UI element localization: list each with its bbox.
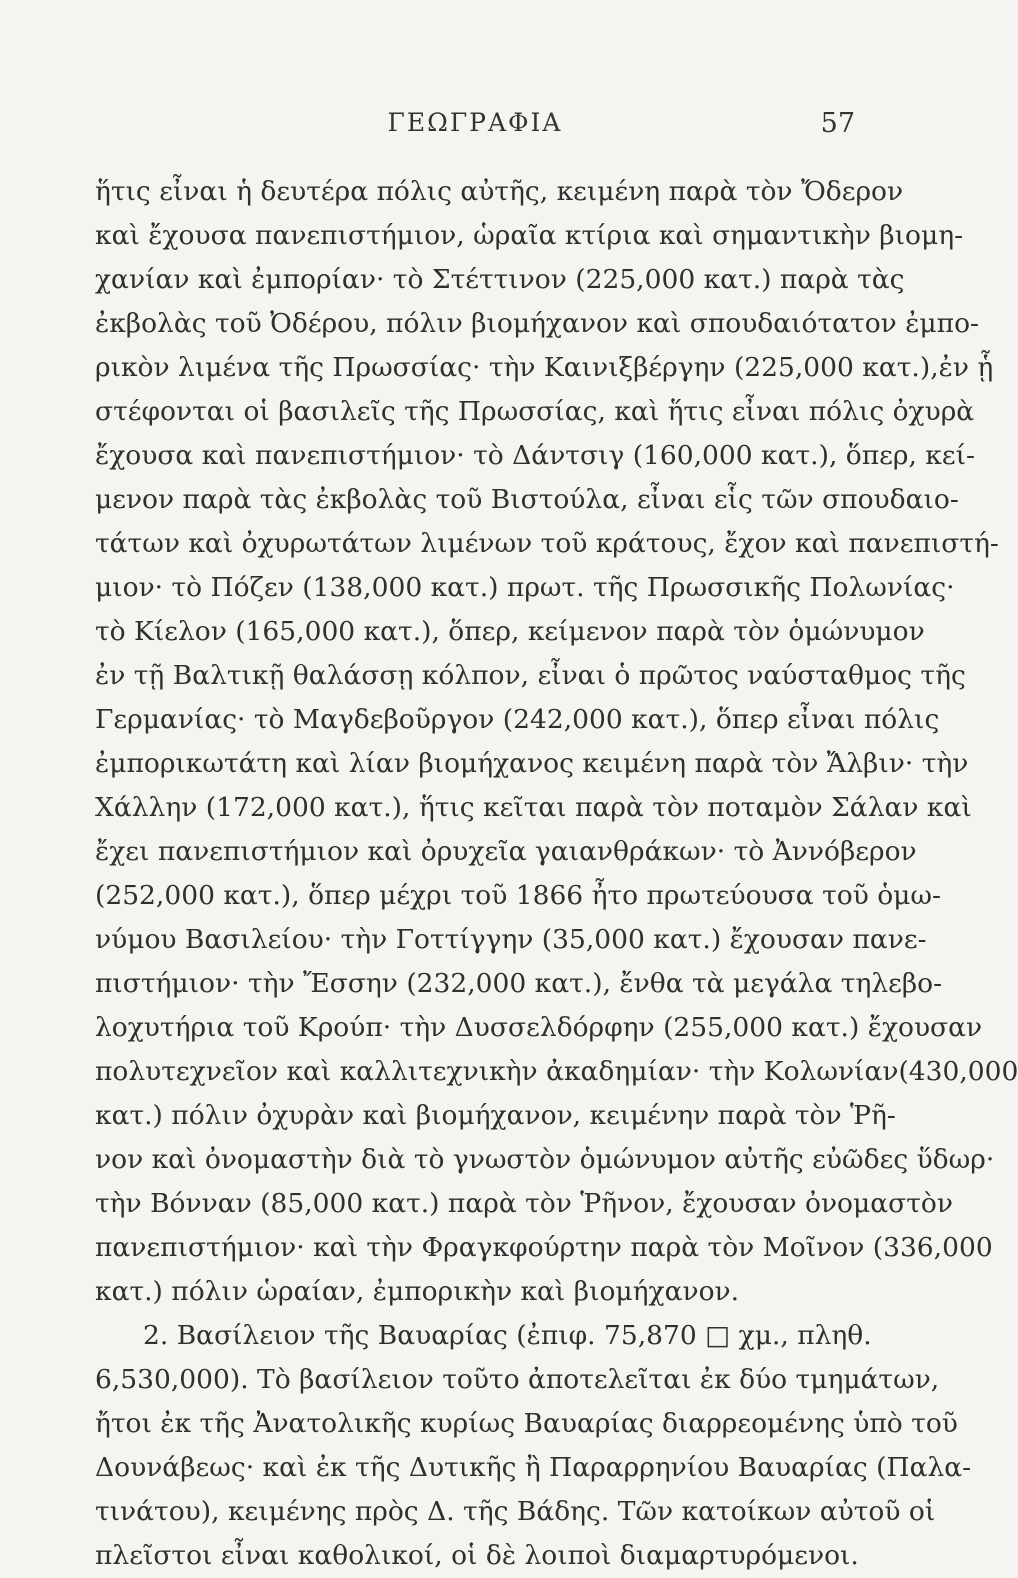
text-line: καὶ ἔχουσα πανεπιστήμιον, ὡραῖα κτίρια καὶ σημαντικὴν βιομη- [95,220,964,251]
text-line: τὴν Βόνναν (85,000 κατ.) παρὰ τὸν Ῥῆνον, ἔχουσαν ὀνομαστὸν [95,1188,953,1219]
text-line: στέφονται οἱ βασιλεῖς τῆς Πρωσσίας, καὶ ἥτις εἶναι πόλις ὀχυρὰ [95,396,975,427]
text-line: κατ.) πόλιν ὀχυρὰν καὶ βιομήχανον, κειμένην παρὰ τὸν Ῥῆ- [95,1100,896,1131]
text-line: τὸ Κίελον (165,000 κατ.), ὅπερ, κείμενον παρὰ τὸν ὁμώνυμον [95,616,925,647]
text-line: ἔχουσα καὶ πανεπιστήμιον· τὸ Δάντσιγ (160,000 κατ.), ὅπερ, κεί- [95,440,975,471]
page-header [95,108,855,148]
text-line: πιστήμιον· τὴν Ἔσσην (232,000 κατ.), ἔνθα τὰ μεγάλα τηλεβο- [95,968,943,999]
text-line: ἐν τῇ Βαλτικῇ θαλάσσῃ κόλπον, εἶναι ὁ πρῶτος ναύσταθμος τῆς [95,660,966,691]
body-text [95,170,1018,1578]
text-line: χανίαν καὶ ἐμπορίαν· τὸ Στέττινον (225,000 κατ.) παρὰ τὰς [95,264,905,295]
text-line: ἥτις εἶναι ἡ δευτέρα πόλις αὐτῆς, κειμένη παρὰ τὸν Ὄδερον [95,176,904,207]
text-line: Χάλλην (172,000 κατ.), ἥτις κεῖται παρὰ τὸν ποταμὸν Σάλαν καὶ [95,792,972,823]
text-line: νον καὶ ὀνομαστὴν διὰ τὸ γνωστὸν ὁμώνυμον αὐτῆς εὐῶδες ὕδωρ· [95,1144,995,1175]
text-line: κατ.) πόλιν ὡραίαν, ἐμπορικὴν καὶ βιομήχανον. [95,1276,740,1307]
text-line: τινάτου), κειμένης πρὸς Δ. τῆς Βάδης. Τῶν κατοίκων αὐτοῦ οἱ [95,1496,936,1527]
text-line: μιον· τὸ Πόζεν (138,000 κατ.) πρωτ. τῆς Πρωσσικῆς Πολωνίας· [95,572,955,603]
page-number: 57 [820,108,855,139]
text-line: πανεπιστήμιον· καὶ τὴν Φραγκφούρτην παρὰ τὸν Μοῖνον (336,000 [95,1232,993,1263]
text-line: (252,000 κατ.), ὅπερ μέχρι τοῦ 1866 ἦτο πρωτεύουσα τοῦ ὁμω- [95,880,941,911]
text-line: ἐκβολὰς τοῦ Ὀδέρου, πόλιν βιομήχανον καὶ σπουδαιότατον ἐμπο- [95,308,979,339]
text-line: νύμου Βασιλείου· τὴν Γοττίγγην (35,000 κατ.) ἔχουσαν πανε- [95,924,927,955]
text-line: Γερμανίας· τὸ Μαγδεβοῦργον (242,000 κατ.), ὅπερ εἶναι πόλις [95,704,940,735]
text-line: πολυτεχνεῖον καὶ καλλιτεχνικὴν ἀκαδημίαν· τὴν Κολωνίαν(430,000 [95,1056,1018,1087]
text-line: Δουνάβεως· καὶ ἐκ τῆς Δυτικῆς ἢ Παραρρηνίου Βαυαρίας (Παλα- [95,1452,972,1483]
text-line: λοχυτήρια τοῦ Κρούπ· τὴν Δυσσελδόρφην (255,000 κατ.) ἔχουσαν [95,1012,983,1043]
text-line: 6,530,000). Τὸ βασίλειον τοῦτο ἀποτελεῖται ἐκ δύο τμημάτων, [95,1364,940,1395]
running-title: ΓΕΩΓΡΑΦΙΑ [387,108,563,137]
text-line: τάτων καὶ ὀχυρωτάτων λιμένων τοῦ κράτους, ἔχον καὶ πανεπιστή- [95,528,999,559]
text-line: ρικὸν λιμένα τῆς Πρωσσίας· τὴν Καινιξβέργην (225,000 κατ.),ἐν ᾗ [95,352,994,383]
text-line: ἤτοι ἐκ τῆς Ἀνατολικῆς κυρίως Βαυαρίας διαρρεομένης ὑπὸ τοῦ [95,1408,958,1439]
text-line: πλεῖστοι εἶναι καθολικοί, οἱ δὲ λοιποὶ διαμαρτυρόμενοι. [95,1540,859,1571]
section-heading-line: 2. Βασίλειον τῆς Βαυαρίας (ἐπιφ. 75,870 □ χμ., πληθ. [143,1320,872,1351]
text-line: ἔχει πανεπιστήμιον καὶ ὀρυχεῖα γαιανθράκων· τὸ Ἀννόβερον [95,836,917,867]
text-line: μενον παρὰ τὰς ἐκβολὰς τοῦ Βιστούλα, εἶναι εἷς τῶν σπουδαιο- [95,484,959,515]
text-line: ἐμπορικωτάτη καὶ λίαν βιομήχανος κειμένη παρὰ τὸν Ἄλβιν· τὴν [95,748,969,779]
